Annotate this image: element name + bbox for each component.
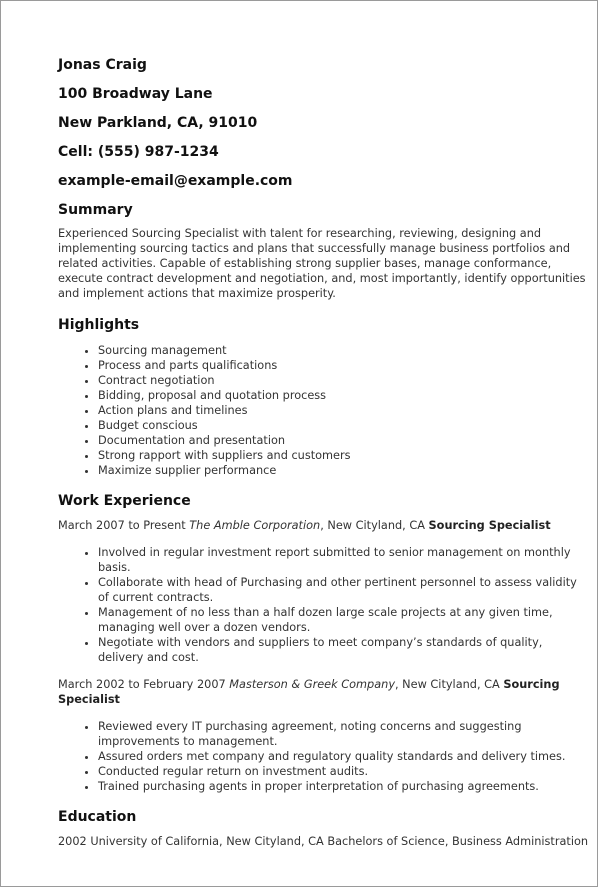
job-title: Sourcing Specialist (58, 678, 560, 706)
job-dates: March 2007 to Present (58, 519, 186, 532)
list-item: • Assured orders met company and regulatory quality standards and delivery times. (98, 749, 590, 764)
list-item: • Trained purchasing agents in proper interpretation of purchasing agreements. (98, 779, 590, 794)
contact-street: 100 Broadway Lane (58, 86, 213, 102)
job-location: , New Cityland, CA (320, 519, 425, 532)
experience-section (58, 491, 590, 794)
list-item: • Bidding, proposal and quotation process (98, 388, 590, 403)
contact-cell: Cell: (555) 987-1234 (58, 144, 219, 160)
summary-section (58, 200, 590, 301)
list-item: • Strong rapport with suppliers and customers (98, 448, 590, 463)
job-dates: March 2002 to February 2007 (58, 678, 226, 691)
list-item: • Reviewed every IT purchasing agreement, noting concerns and suggesting improvements to management. (98, 719, 590, 749)
job-header (58, 677, 590, 707)
highlights-list (58, 343, 590, 478)
summary-heading: Summary (58, 202, 133, 218)
list-item: • Contract negotiation (98, 373, 590, 388)
job-duties-list (58, 719, 590, 794)
education-heading: Education (58, 809, 137, 825)
list-item: • Management of no less than a half dozen large scale projects at any given time, managing well over a dozen vendors. (98, 605, 590, 635)
list-item: • Collaborate with head of Purchasing and other pertinent personnel to assess validity of current contracts. (98, 575, 590, 605)
resume-content (58, 55, 590, 849)
experience-heading: Work Experience (58, 493, 191, 509)
highlights-heading: Highlights (58, 317, 140, 333)
contact-city: New Parkland, CA, 91010 (58, 115, 258, 131)
list-item: • Documentation and presentation (98, 433, 590, 448)
job-company: The Amble Corporation (189, 519, 321, 532)
job-entry (58, 518, 590, 665)
job-entry (58, 677, 590, 794)
list-item: • Conducted regular return on investment audits. (98, 764, 590, 779)
job-header (58, 518, 590, 533)
highlights-section (58, 315, 590, 478)
contact-name: Jonas Craig (58, 57, 147, 73)
job-company: Masterson & Greek Company (229, 678, 395, 691)
list-item: • Budget conscious (98, 418, 590, 433)
list-item: • Process and parts qualifications (98, 358, 590, 373)
summary-text: Experienced Sourcing Specialist with talent for researching, reviewing, designing and implementing sourcing tactics and plans that successfully manage business portfolios and related activities. Capable of establishing strong supplier bases, manage conformance, execute contract development and negotiation, and, most importantly, identify opportunities and implement actions that maximize prosperity. (58, 227, 586, 300)
list-item: • Involved in regular investment report submitted to senior management on monthly basis. (98, 545, 590, 575)
education-text: 2002 University of California, New Cityland, CA Bachelors of Science, Business Administration (58, 835, 589, 848)
contact-email: example-email@example.com (58, 173, 293, 189)
job-duties-list (58, 545, 590, 665)
job-title: Sourcing Specialist (428, 519, 551, 532)
job-location: , New Cityland, CA (395, 678, 500, 691)
education-section (58, 807, 590, 849)
list-item: • Maximize supplier performance (98, 463, 590, 478)
list-item: • Sourcing management (98, 343, 590, 358)
list-item: • Negotiate with vendors and suppliers to meet company’s standards of quality, delivery and cost. (98, 635, 590, 665)
contact-block (58, 55, 590, 200)
list-item: • Action plans and timelines (98, 403, 590, 418)
